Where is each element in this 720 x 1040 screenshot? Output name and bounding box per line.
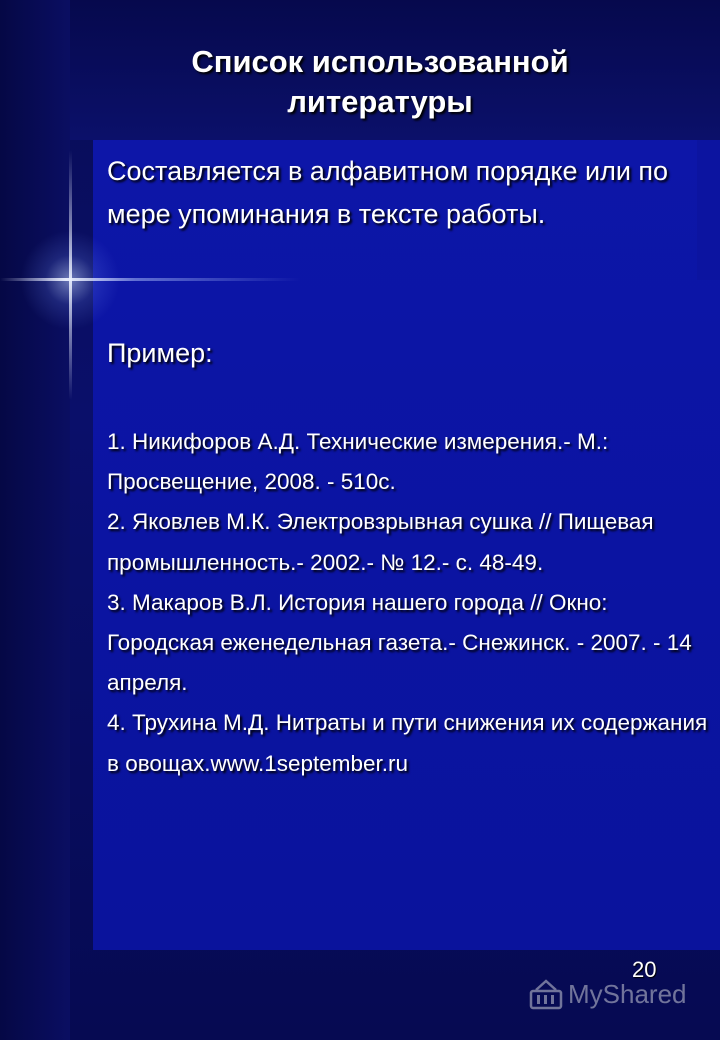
watermark-text: MyShared <box>568 979 687 1009</box>
watermark[interactable] <box>528 977 687 1011</box>
myshared-logo-icon <box>528 978 564 1010</box>
intro-text: Составляется в алфавитном порядке или по мере упоминания в тексте работы. <box>107 156 669 229</box>
left-strip <box>0 0 70 1040</box>
right-accent-block <box>697 140 720 280</box>
example-label: Пример: <box>107 338 213 368</box>
slide-title: Список использованной литературы <box>191 44 569 119</box>
flare-vertical-ray <box>69 150 72 400</box>
flare-horizontal-ray <box>0 278 300 281</box>
reference-item: 4. Трухина М.Д. Нитраты и пути снижения их содержания в овощах.www.1september.ru <box>107 710 708 776</box>
reference-list <box>107 422 712 784</box>
page-number: 20 <box>632 957 657 982</box>
reference-item: 3. Макаров В.Л. История нашего города // Окно: Городская еженедельная газета.- Снежинск. - 2007. - 14 апреля. <box>107 589 692 696</box>
reference-item: 1. Никифоров А.Д. Технические измерения.- М.: Просвещение, 2008. - 510с. <box>107 429 609 495</box>
reference-item: 2. Яковлев М.К. Электровзрывная сушка // Пищевая промышленность.- 2002.- № 12.- с. 48-49. <box>107 509 654 575</box>
